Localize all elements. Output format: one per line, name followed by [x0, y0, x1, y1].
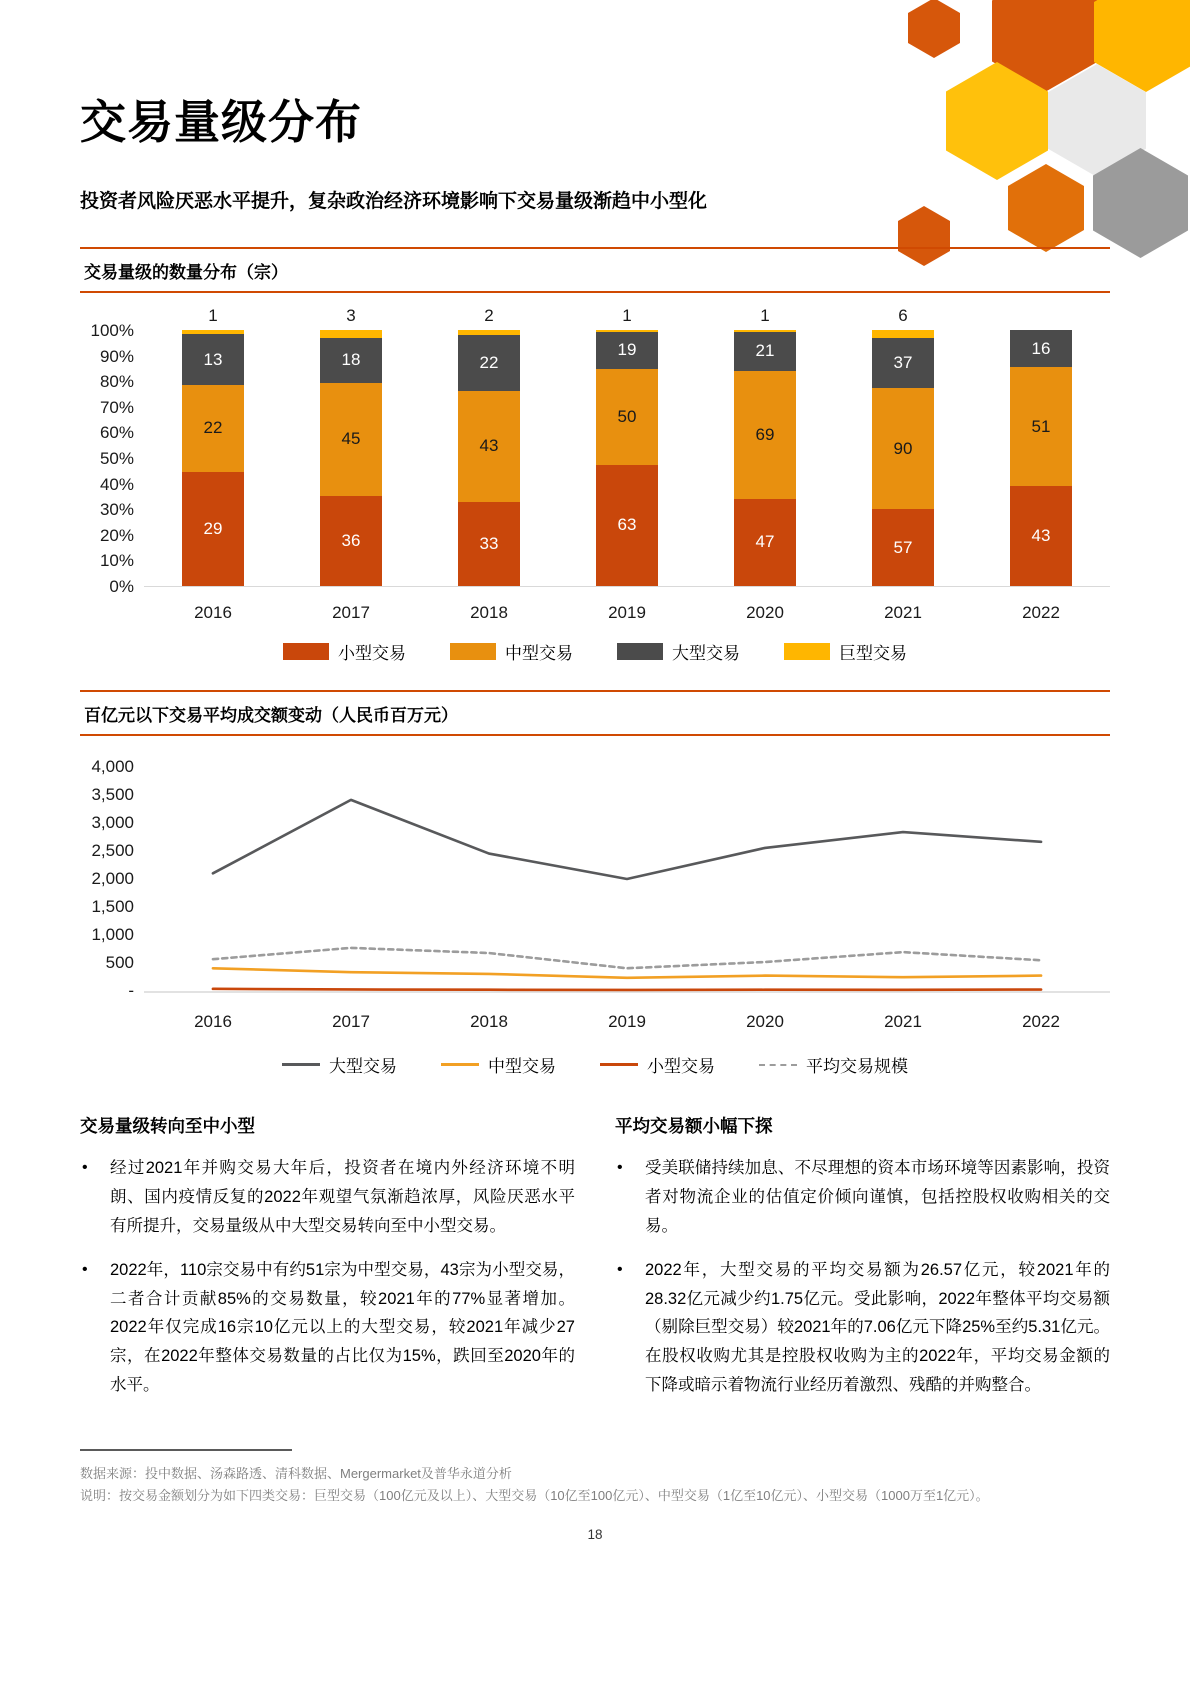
bar-value-label: 69: [755, 424, 775, 444]
bar-value-label: 22: [479, 353, 499, 373]
y-tick-label: 3,000: [91, 813, 134, 832]
bar-stack: [320, 330, 382, 586]
x-tick-label: 2021: [884, 1012, 922, 1031]
x-tick-label: 2020: [746, 1012, 784, 1031]
bar-value-label: 36: [341, 530, 361, 550]
x-tick-label: 2017: [332, 1012, 370, 1031]
bar-value-label: 43: [479, 436, 499, 456]
page-title: 交易量级分布: [80, 96, 362, 148]
bar-value-label: 37: [893, 353, 913, 373]
bar-segment: [458, 502, 520, 586]
line-chart-legend: [80, 1052, 1110, 1077]
y-tick-label: 500: [105, 953, 134, 972]
bar-value-label: 13: [203, 349, 223, 369]
legend-label: 大型交易: [672, 644, 740, 663]
bar-segment: [182, 472, 244, 586]
y-tick-label: 60%: [99, 423, 134, 443]
line-chart: [80, 757, 1110, 1032]
bar-top-label: 6: [898, 306, 908, 325]
x-tick-label: 2019: [608, 603, 646, 622]
bar-segment: [320, 496, 382, 586]
legend-line-swatch-icon: [600, 1063, 638, 1066]
line-chart-plot: [144, 766, 1110, 996]
data-source-note: 数据来源：投中数据、汤森路透、清科数据、Mergermarket及普华永道分析: [80, 1466, 512, 1481]
bar-stack: [1010, 330, 1072, 586]
bar-top-label: 1: [622, 306, 632, 325]
legend-item: [282, 1052, 397, 1077]
bar-column-2020: [734, 304, 796, 586]
commentary-columns: [80, 1113, 1110, 1415]
bar-value-label: 16: [1031, 338, 1051, 358]
legend-item: [450, 639, 573, 664]
y-tick-label: 20%: [99, 525, 134, 545]
bar-column-2019: [596, 304, 658, 586]
y-tick-label: 90%: [99, 346, 134, 366]
bar-segment: [1010, 486, 1072, 586]
x-tick-label: 2017: [332, 603, 370, 622]
bar-value-label: 63: [617, 515, 637, 535]
x-tick-label: 2016: [194, 603, 232, 622]
legend-line-swatch-icon: [759, 1064, 797, 1066]
bar-stack: [182, 330, 244, 586]
bar-stack: [872, 330, 934, 586]
legend-label: 中型交易: [488, 1057, 556, 1076]
legend-item: [784, 639, 907, 664]
bar-chart-plot: [144, 305, 1110, 587]
legend-label: 小型交易: [338, 644, 406, 663]
bar-segment: [182, 385, 244, 472]
y-tick-label: 1,000: [91, 925, 134, 944]
line-series: [213, 948, 1041, 968]
legend-label: 大型交易: [329, 1057, 397, 1076]
x-tick-label: 2021: [884, 603, 922, 622]
bar-top-label: 2: [484, 306, 494, 325]
bar-value-label: 22: [203, 418, 223, 438]
footer-divider: [80, 1449, 292, 1451]
y-tick-label: 2,500: [91, 841, 134, 860]
y-tick-label: 70%: [99, 397, 134, 417]
legend-swatch-icon: [450, 643, 496, 660]
line-chart-title: 百亿元以下交易平均成交额变动（人民币百万元）: [80, 690, 1110, 736]
x-tick-label: 2018: [470, 1012, 508, 1031]
legend-label: 平均交易规模: [806, 1057, 908, 1076]
page-number: 18: [587, 1527, 603, 1543]
bar-segment: [872, 330, 934, 338]
legend-label: 巨型交易: [839, 644, 907, 663]
bar-chart-x-axis: [144, 603, 1110, 623]
line-series: [213, 968, 1041, 978]
bar-segment: [320, 338, 382, 383]
bar-value-label: 43: [1031, 525, 1051, 545]
bar-stack: [596, 330, 658, 586]
bar-segment: [872, 509, 934, 586]
bar-value-label: 50: [617, 406, 637, 426]
page-footer: [80, 1449, 1110, 1542]
x-tick-label: 2016: [194, 1012, 232, 1031]
bar-value-label: 51: [1031, 416, 1051, 436]
legend-swatch-icon: [283, 643, 329, 660]
bar-segment: [458, 391, 520, 501]
line-series: [213, 800, 1041, 879]
bar-column-2016: [182, 304, 244, 586]
bar-segment: [1010, 367, 1072, 486]
bar-value-label: 21: [755, 341, 775, 361]
y-tick-label: 80%: [99, 372, 134, 392]
right-bullet-2: • 2022年，大型交易的平均交易额为26.57亿元，较2021年的28.32亿元减少约1.75亿元。受此影响，2022年整体平均交易额（剔除巨型交易）较2021年的7.06亿元下降25%至约5.31亿元。在股权收购尤其是控股权收购为主的2022年，平均交易金额的下降或暗示着物流行业经历着激烈、残酷的并购整合。: [615, 1256, 1110, 1400]
legend-swatch-icon: [784, 643, 830, 660]
bar-top-label: 1: [208, 306, 218, 325]
bar-segment: [872, 388, 934, 509]
x-tick-label: 2018: [470, 603, 508, 622]
x-tick-label: 2019: [608, 1012, 646, 1031]
bar-segment: [1010, 330, 1072, 367]
bar-segment: [596, 465, 658, 586]
commentary-column-right: [615, 1113, 1110, 1415]
bar-segment: [734, 371, 796, 499]
bar-value-label: 18: [341, 350, 361, 370]
bar-segment: [596, 332, 658, 369]
y-tick-label: 40%: [99, 474, 134, 494]
bar-column-2017: [320, 304, 382, 586]
legend-swatch-icon: [617, 643, 663, 660]
bar-segment: [182, 334, 244, 385]
y-tick-label: 30%: [99, 500, 134, 520]
right-bullet-1: • 受美联储持续加息、不尽理想的资本市场环境等因素影响，投资者对物流企业的估值定价倾向谨慎，包括控股权收购相关的交易。: [615, 1154, 1110, 1241]
left-bullet-1: • 经过2021年并购交易大年后，投资者在境内外经济环境不明朗、国内疫情反复的2022年观望气氛渐趋浓厚，风险厌恶水平有所提升，交易量级从中大型交易转向至中小型交易。: [80, 1154, 575, 1241]
bar-value-label: 33: [479, 533, 499, 553]
page-subtitle: 投资者风险厌恶水平提升，复杂政治经济环境影响下交易量级渐趋中小型化: [80, 191, 708, 212]
legend-label: 小型交易: [647, 1057, 715, 1076]
y-tick-label: 2,000: [91, 869, 134, 888]
bar-segment: [320, 383, 382, 496]
legend-item: [600, 1052, 715, 1077]
bar-value-label: 19: [617, 340, 637, 360]
y-tick-label: 10%: [99, 551, 134, 571]
legend-item: [441, 1052, 556, 1077]
left-column-heading: 交易量级转向至中小型: [80, 1116, 255, 1136]
bar-top-label: 1: [760, 306, 770, 325]
bar-value-label: 45: [341, 429, 361, 449]
x-tick-label: 2022: [1022, 603, 1060, 622]
hexagon-small-orange-top-icon: [908, 0, 960, 58]
bar-value-label: 29: [203, 518, 223, 538]
bar-top-label: 3: [346, 306, 356, 325]
y-tick-label: -: [128, 981, 134, 1000]
bar-chart-y-axis: [80, 305, 144, 623]
bar-segment: [872, 338, 934, 388]
y-tick-label: 0%: [109, 577, 134, 596]
y-tick-label: 100%: [90, 321, 134, 340]
bar-value-label: 47: [755, 532, 775, 552]
bar-stack: [458, 330, 520, 586]
bar-segment: [596, 369, 658, 465]
legend-label: 中型交易: [505, 644, 573, 663]
legend-line-swatch-icon: [441, 1063, 479, 1066]
legend-line-swatch-icon: [282, 1063, 320, 1066]
left-bullet-2: • 2022年，110宗交易中有约51宗为中型交易，43宗为小型交易，二者合计贡献85%的交易数量，较2021年的77%显著增加。2022年仅完成16宗10亿元以上的大型交易，较2021年减少27宗，在2022年整体交易数量的占比仅为15%，跌回至2020年的水平。: [80, 1256, 575, 1400]
legend-item: [617, 639, 740, 664]
y-tick-label: 4,000: [91, 757, 134, 776]
line-chart-x-axis: [144, 1012, 1110, 1032]
right-column-heading: 平均交易额小幅下探: [615, 1116, 773, 1136]
bar-chart-title: 交易量级的数量分布（宗）: [80, 247, 1110, 293]
legend-item: [759, 1052, 908, 1077]
bar-segment: [320, 330, 382, 338]
legend-item: [283, 639, 406, 664]
classification-note: 说明：按交易金额划分为如下四类交易：巨型交易（100亿元及以上）、大型交易（10亿至100亿元）、中型交易（1亿至10亿元）、小型交易（1000万至1亿元）。: [80, 1488, 989, 1504]
commentary-column-left: [80, 1113, 575, 1415]
bar-column-2021: [872, 304, 934, 586]
bar-segment: [734, 499, 796, 586]
bar-column-2018: [458, 304, 520, 586]
bar-stack: [734, 330, 796, 586]
line-series: [213, 989, 1041, 990]
x-tick-label: 2022: [1022, 1012, 1060, 1031]
y-tick-label: 1,500: [91, 897, 134, 916]
bar-segment: [734, 332, 796, 371]
x-tick-label: 2020: [746, 603, 784, 622]
bar-column-2022: [1010, 304, 1072, 586]
stacked-bar-chart: [80, 305, 1110, 623]
bar-value-label: 57: [893, 537, 913, 557]
bar-chart-legend: [80, 639, 1110, 664]
line-chart-y-axis: [80, 757, 144, 1032]
bar-value-label: 90: [893, 438, 913, 458]
y-tick-label: 3,500: [91, 785, 134, 804]
bar-segment: [458, 335, 520, 391]
y-tick-label: 50%: [99, 449, 134, 468]
